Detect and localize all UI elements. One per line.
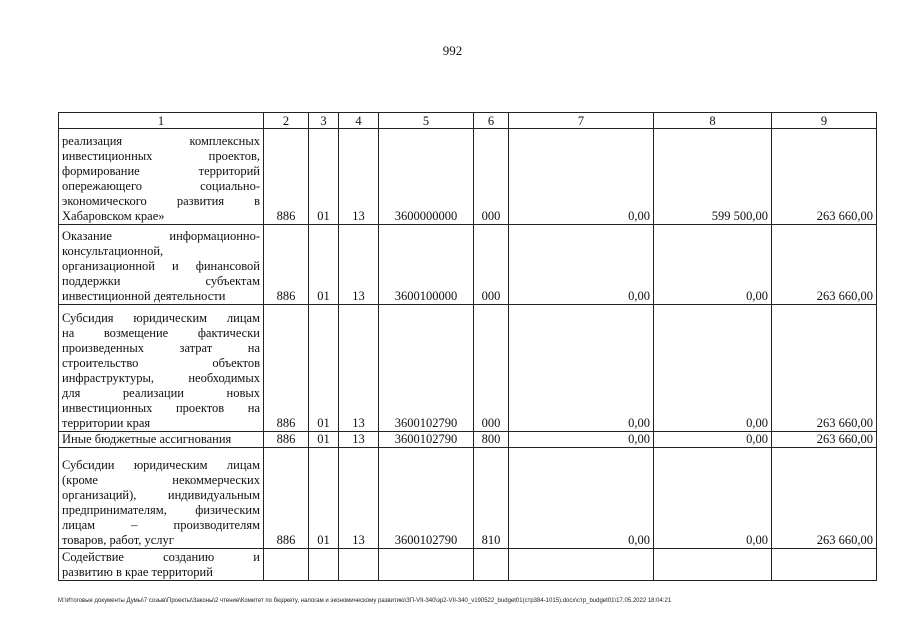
row-name-line: организаций), индивидуальным [62,488,260,502]
subsection-code-cell: 13 [339,448,379,549]
amount-col7-cell: 0,00 [509,305,654,432]
row-name-line: поддержки субъектам [62,274,260,288]
section-code-cell: 01 [309,225,339,305]
subsection-code-cell: 13 [339,305,379,432]
subsection-code-cell: 13 [339,225,379,305]
row-name-line: инфраструктуры, необходимых [62,371,260,385]
column-header-6: 6 [474,113,509,129]
amount-col8-cell: 599 500,00 [654,129,772,225]
table-row [59,432,877,448]
column-header-2: 2 [264,113,309,129]
column-header-4: 4 [339,113,379,129]
target-article-cell [379,549,474,581]
admin-code-cell: 886 [264,432,309,448]
target-article-cell: 3600102790 [379,448,474,549]
column-header-7: 7 [509,113,654,129]
expense-type-cell: 000 [474,225,509,305]
table-row [59,305,877,432]
amount-col8-cell: 0,00 [654,225,772,305]
row-name-line: произведенных затрат на [62,341,260,355]
table-body [59,129,877,581]
amount-col7-cell: 0,00 [509,448,654,549]
table-row [59,225,877,305]
row-name-line: Хабаровском крае» [62,209,165,223]
amount-col8-cell [654,549,772,581]
row-name-line: инвестиционных проектов, [62,149,260,163]
row-name-line: Субсидия юридическим лицам [62,311,260,325]
amount-col7-cell [509,549,654,581]
admin-code-cell: 886 [264,225,309,305]
row-name-cell [59,432,264,448]
amount-col9-cell: 263 660,00 [772,432,877,448]
amount-col9-cell: 263 660,00 [772,225,877,305]
row-name-line: инвестиционных проектов на [62,401,260,415]
section-code-cell: 01 [309,305,339,432]
row-name-cell [59,448,264,549]
budget-table [58,112,877,581]
target-article-cell: 3600000000 [379,129,474,225]
column-header-8: 8 [654,113,772,129]
row-name-line: экономического развития в [62,194,260,208]
table-row [59,448,877,549]
expense-type-cell: 000 [474,129,509,225]
section-code-cell: 01 [309,129,339,225]
row-name-cell [59,129,264,225]
row-name-line: инвестиционной деятельности [62,289,226,303]
row-name-line: товаров, работ, услуг [62,533,174,547]
subsection-code-cell [339,549,379,581]
table-header-row [59,113,877,129]
amount-col7-cell: 0,00 [509,129,654,225]
admin-code-cell: 886 [264,129,309,225]
row-name-line: формирование территорий [62,164,260,178]
column-header-5: 5 [379,113,474,129]
row-name-line: территории края [62,416,151,430]
row-name-line: консультационной, [62,244,164,258]
expense-type-cell: 000 [474,305,509,432]
amount-col8-cell: 0,00 [654,305,772,432]
row-name-line: Оказание информационно- [62,229,260,243]
row-name-cell [59,305,264,432]
document-path-footer: M:\Итоговые документы Думы\7 созыв\Проекты\Законы\2 чтение\Комитет по бюджету, налогам и экономическому развитию\ЗП-VII-340\зр2-VII-340_v190522_budget01(стр384-1015).docx\стр_budget01\17.05.2022 18:04:21 [58,598,672,604]
admin-code-cell [264,549,309,581]
amount-col7-cell: 0,00 [509,432,654,448]
subsection-code-cell: 13 [339,129,379,225]
row-name-line: для реализации новых [62,386,260,400]
row-name-line: (кроме некоммерческих [62,473,260,487]
amount-col9-cell [772,549,877,581]
table-row [59,129,877,225]
target-article-cell: 3600100000 [379,225,474,305]
expense-type-cell: 800 [474,432,509,448]
amount-col9-cell: 263 660,00 [772,305,877,432]
amount-col9-cell: 263 660,00 [772,129,877,225]
row-name-line: развитию в крае территорий [62,565,213,579]
row-name-cell [59,225,264,305]
column-header-9: 9 [772,113,877,129]
column-header-1: 1 [59,113,264,129]
row-name-line: на возмещение фактически [62,326,260,340]
amount-col9-cell: 263 660,00 [772,448,877,549]
row-name-line: Содействие созданию и [62,550,260,564]
admin-code-cell: 886 [264,448,309,549]
expense-type-cell: 810 [474,448,509,549]
row-name-line: организационной и финансовой [62,259,260,273]
section-code-cell: 01 [309,432,339,448]
section-code-cell [309,549,339,581]
row-name-line: опережающего социально- [62,179,260,193]
target-article-cell: 3600102790 [379,305,474,432]
expense-type-cell [474,549,509,581]
page-number: 992 [442,43,463,58]
admin-code-cell: 886 [264,305,309,432]
row-name-line: Субсидии юридическим лицам [62,458,260,472]
target-article-cell: 3600102790 [379,432,474,448]
section-code-cell: 01 [309,448,339,549]
row-name-line: Иные бюджетные ассигнования [62,432,232,446]
row-name-line: предпринимателям, физическим [62,503,260,517]
row-name-line: лицам – производителям [62,518,260,532]
column-header-3: 3 [309,113,339,129]
table-row [59,549,877,581]
subsection-code-cell: 13 [339,432,379,448]
row-name-line: строительство объектов [62,356,260,370]
amount-col8-cell: 0,00 [654,448,772,549]
row-name-cell [59,549,264,581]
row-name-line: реализация комплексных [62,134,260,148]
amount-col8-cell: 0,00 [654,432,772,448]
amount-col7-cell: 0,00 [509,225,654,305]
